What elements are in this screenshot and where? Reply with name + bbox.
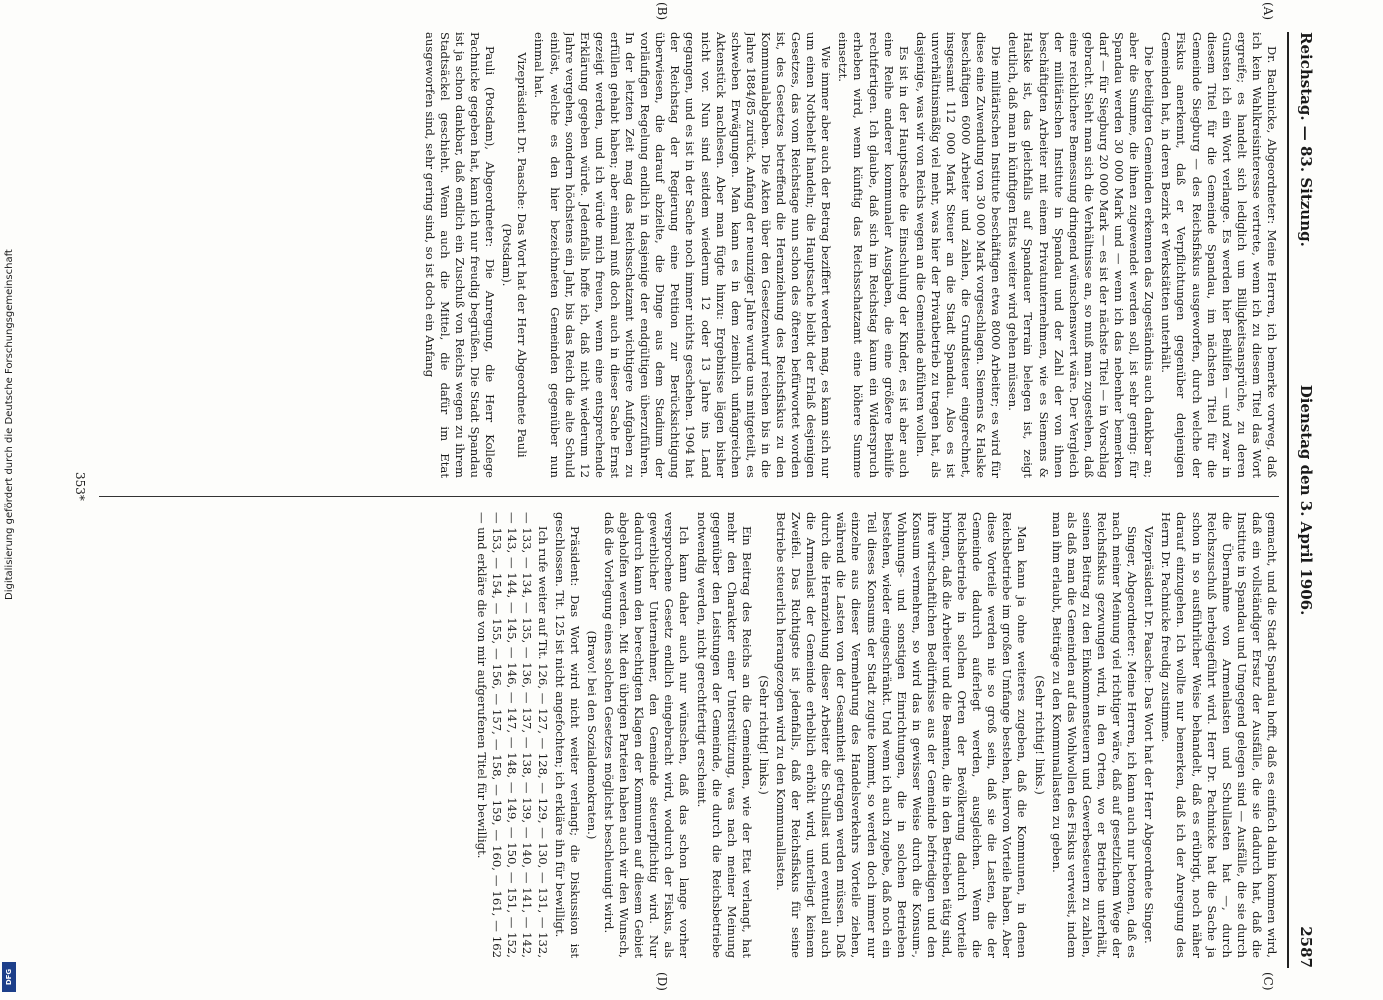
margin-mark-a: (A)	[1261, 2, 1275, 21]
paragraph: Wie immer aber auch der Betrag beziffert werden mag, es kann sich nur um einen Notbehelf handeln; die Hauptsache bleibt der Erlaß desjenigen Gesetzes, das vom Reichstage nun schon des öfteren befürwortet worden ist, des Gesetzes betreffend die Heranziehung des Reichsfiskus zu den Kommunalabgaben. Die Akten über den Gesetzentwurf reichen bis in die Jahre 1884/85 zurück. Anfang der neunziger Jahre wurde uns mitgeteilt, es schweben Erwägungen. Man kann es in dem ziemlich unfangreichen Aktenstück nachlesen. Aber man fügte hinzu: Ergebnisse lägen bisher nicht vor. Nun sind seitdem wiederum 12 oder 13 Jahre ins Land gegangen, und es ist in der Sache noch immer nichts geschehen. 1904 hat der Reichstag der Regierung eine Petition zur Berücksichtigung überwiesen, die darauf abzielte, die Dinge aus dem Stadium der vorläufigen Regelung endlich in dasjenige der endgültigen überzuführen. In der letzten Zeit mag das Reichsschatzamt wichtigere Aufgaben zu erfüllen gehabt haben; aber einmal muß doch auch in dieser Sache Ernst gezeigt werden, und ich würde mich freuen, wenn eine entsprechende Erklärung gegeben würde. Jedenfalls hoffe ich, daß nicht wiederum 12 Jahre vergehen, sondern höchstens ein Jahr, bis das Reich die alte Schuld einlöst, welche es den hier bezeichneten Gemeinden gegenüber nun einmal hat.	[532, 32, 834, 478]
header-center: Dienstag den 3. April 1906.	[1297, 384, 1315, 616]
speaker-line: Vizepräsident Dr. Paasche: Das Wort hat der Herr Abgeordnete Singer.	[1142, 526, 1157, 944]
speaker-line: Vizepräsident Dr. Paasche: Das Wort hat der Herr Abgeordnete Pauli (Potsdam).	[500, 52, 530, 458]
header-left: Reichstag. — 83. Sitzung.	[1297, 32, 1315, 247]
column-divider	[99, 496, 1279, 497]
page-number: 2587	[1297, 926, 1315, 968]
margin-mark-b: (B)	[655, 2, 669, 21]
dfg-logo	[2, 962, 16, 992]
interjection: (Sehr richtig! links.)	[756, 675, 771, 795]
left-column	[99, 32, 1279, 478]
margin-mark-d: (D)	[655, 972, 669, 991]
footer-page-number: 353*	[73, 472, 87, 501]
interjection: (Sehr richtig! links.)	[1032, 675, 1047, 795]
paragraph: Die beteiligten Gemeinden erkennen das Zugeständnis auch dankbar an; aber die Summe, die ihnen zugewendet werden soll, ist sehr gering: für Spandau werden 30 000 Mark und — wenn ich das nebenher bemerken darf — für Siegburg 20 000 Mark — es ist der nächste Titel — in Vorschlag gebracht. Sieht man sich die Verhältnisse an, so muß man zugestehen, daß eine reichlichere Bemessung dringend wünschenswert wäre. Der Vergleich der militärischen Institute in Spandau und der Zahl der von ihnen beschäftigten Arbeiter mit einem Privatunternehmen, wie es Siemens & Halske ist, das gleichfalls auf Spandauer Terrain belegen ist, zeigt deutlich, daß man in künftigen Etats weiter wird gehen müssen.	[1006, 32, 1157, 478]
paragraph: Präsident: Das Wort wird nicht weiter verlangt; die Diskussion ist geschlossen. Tit. 125 ist nicht angefochten; ich erkläre ihn für bewilligt.	[552, 512, 582, 958]
running-header	[1291, 32, 1319, 968]
paragraph: Ich rufe weiter auf Tit. 126, — 127, — 128, — 129, — 130, — 131, — 132, — 133, — 134, — 135, — 136, — 137, — 138, — 139, — 140, — 141, — 142, — 143, — 144, — 145, — 146, — 147, — 148, — 149, — 150, — 151, — 152, — 153, — 154, — 155, — 156, — 157, — 158, — 159, — 160, — 161, — 162 — und erkläre die von mir aufgerufenen Titel für bewilligt.	[475, 512, 550, 958]
page-body	[69, 2, 1319, 991]
paragraph: Dr. Bachnicke, Abgeordneter: Meine Herren, ich bemerke vorweg, daß ich kein Wahlkreisinteresse vertrete, wenn ich zu diesem Titel das Wort ergreife; es handelt sich lediglich um Billigkeitsansprüche, zu deren Gunsten ich ein Wort verlange. Es werden hier Beihilfen — und zwar in diesem Titel für die Gemeinde Spandau, im nächsten Titel für die Gemeinde Siegburg — des Reichsfiskus ausgeworfen, durch welche der Fiskus anerkennt, daß er Verpflichtungen gegenüber denjenigen Gemeinden hat, in deren Bezirk er Werkstätten unterhält.	[1159, 32, 1279, 478]
paragraph: Man kann ja ohne weiteres zugeben, daß die Kommunen, in denen Reichsbetriebe im großen Umfange bestehen, hiervon Vorteile haben. Aber diese Vorteile werden nie so groß sein, daß sie die Lasten, die der Gemeinde dadurch auferlegt werden, ausgleichen. Wenn die Reichsbetriebe in solchen Orten der Bevölkerung dadurch Vorteile bringen, daß die Arbeiter und die Beamten, die in den Betrieben tätig sind, ihre wirtschaftlichen Bedürfnisse aus der Gemeinde befriedigen und den Konsum vermehren, so wird das in gewisser Weise durch die Konsum-, Wohnungs- und sonstigen Einrichtungen, die in solchen Betrieben bestehen, wieder eingeschränkt. Und wenn ich auch zugebe, daß noch ein Teil dieses Konsums der Stadt zugute kommt, so werden doch immer nur einzelne aus dieser Vermehrung des Handelsverkehrs Vorteile ziehen, während die Lasten von der Gesamtheit getragen werden müssen. Daß durch die Heranziehung dieser Arbeiter die Schullast und eventuell auch die Armenlast der Gemeinde erheblich erhöht wird, unterliegt keinem Zweifel. Das Richtigste ist jedenfalls, daß der Reichsfiskus für seine Betriebe steuerlich herangezogen wird zu den Kommunallasten.	[774, 512, 1030, 958]
paragraph: gemacht, und die Stadt Spandau hofft, daß es einfach dahin kommen wird, daß ein vollständiger Ersatz der Ausfälle, die sie dadurch hat, daß die Institute in Spandau und Umgegend gelegen sind — Ausfälle, die sie durch die Übernahme von Armenlasten und Schullasten hat —, durch Reichszuschuß herbeigeführt wird. Herr Dr. Pachnicke hat die Sache ja schon in so ausführlicher Weise behandelt, daß es erübrigt, noch näher darauf einzugehen. Ich wollte nur bemerken, daß ich der Anregung des Herrn Dr. Pachnicke freudig zustimme.	[1159, 512, 1279, 958]
paragraph: Singer, Abgeordneter: Meine Herren, ich kann auch nur betonen, daß es nach meiner Meinung viel richtiger wäre, daß auf gesetzlichem Wege der Reichsfiskus gezwungen wird, in den Orten, wo er Betriebe unterhält, seinen Beitrag zu den Einkommensteuern und Gewerbesteuern zu zahlen, als daß man die Gemeinden auf das Wohlwollen des Fiskus verweist, indem man ihm erlaubt, Beiträge zu den Kommunallasten zu geben.	[1049, 512, 1140, 958]
right-column	[99, 512, 1279, 958]
paragraph: Es ist in der Hauptsache die Einschulung der Kinder, es ist aber auch eine Reihe anderer kommunaler Ausgaben, die eine größere Beihilfe rechtfertigen. Ich glaube, daß sich im Reichstag kaum ein Widerspruch erheben wird, wenn künftig das Reichsschatzamt eine höhere Summe einsetzt.	[836, 32, 911, 478]
paragraph: Die militärischen Institute beschäftigen etwa 8000 Arbeiter; es wird für diese eine Zuwendung von 30 000 Mark vorgeschlagen. Siemens & Halske beschäftigen 6000 Arbeiter und zahlen, die Grundsteuer eingerechnet, insgesamt 112 000 Mark Steuer an die Stadt Spandau. Also es ist unverhältnismäßig viel mehr, was hier der Privatbetrieb zu tragen hat, als dasjenige, was wir von Reichs wegen an die Gemeinde abführen wollen.	[913, 32, 1004, 478]
paragraph: Pauli (Potsdam), Abgeordneter: Die Anregung, die Herr Kollege Pachnicke gegeben hat, kann ich nur freudig begrüßen. Die Stadt Spandau ist ja schon dankbar, daß endlich ein Zuschuß von Reichs wegen zu ihrem Stadtsäckel geschieht. Wenn auch die Mittel, die dafür im Etat ausgeworfen sind, sehr gering sind, so ist doch ein Anfang	[422, 32, 498, 478]
logo-text: DFG	[5, 968, 13, 986]
digitization-credit: Digitalisierung gefördert durch die Deutsche Forschungsgemeinschaft	[4, 249, 15, 600]
header-rule	[1287, 32, 1289, 968]
interjection: (Bravo! bei den Sozialdemokraten.)	[584, 630, 599, 840]
paragraph: Ein Beitrag des Reichs an die Gemeinden, wie der Etat verlangt, hat mehr den Charakter einer Unterstützung, was nach meiner Meinung gegenüber den Leistungen der Gemeinde, die durch die Reichsbetriebe notwendig werden, nicht gerechtfertigt erscheint.	[694, 512, 754, 958]
paragraph: Ich kann daher auch nur wünschen, daß das schon lange vorher versprochene Gesetz endlich eingebracht wird, wodurch der Fiskus, als gewerblicher Unternehmer, den Gemeinde steuerpflichtig wird. Nur dadurch kann den berechtigten Klagen der Kommunen auf diesem Gebiet abgeholfen werden. Mit den übrigen Parteien haben auch wir den Wunsch, daß die Vorlegung eines solchen Gesetzes möglichst beschleunigt wird.	[601, 512, 692, 958]
margin-mark-c: (C)	[1261, 972, 1275, 991]
